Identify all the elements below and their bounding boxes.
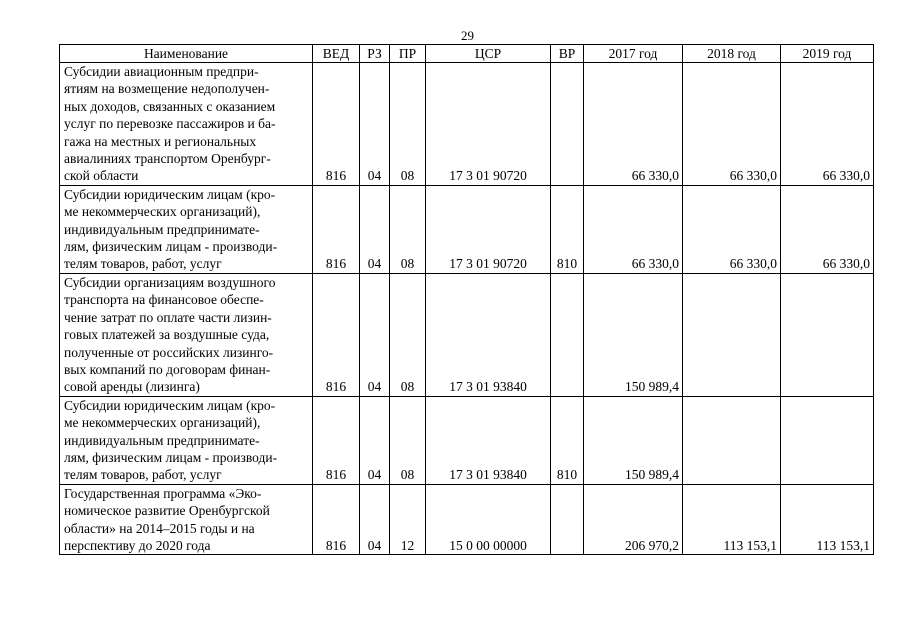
cell-name-line: Субсидии организациям воздушного [64,274,276,290]
header-name: Наименование [60,45,313,63]
cell-csr: 15 0 00 00000 [426,484,551,555]
cell-2018: 66 330,0 [683,63,781,186]
cell-vr [551,273,584,396]
table-header-row [60,45,874,63]
cell-2018: 113 153,1 [683,484,781,555]
cell-2019: 66 330,0 [781,185,874,273]
cell-csr: 17 3 01 90720 [426,185,551,273]
cell-name-line: ных доходов, связанных с оказанием [64,98,276,114]
cell-name-line: номическое развитие Оренбургской [64,503,270,519]
header-2017: 2017 год [584,45,683,63]
cell-name-line: ме некоммерческих организаций), [64,415,261,431]
cell-rz: 04 [360,273,390,396]
cell-name-line: транспорта на финансовое обеспе- [64,292,264,308]
cell-name-line: вых компаний по договорам финан- [64,361,271,377]
cell-name-line: ятиям на возмещение недополучен- [64,81,270,97]
cell-2018 [683,273,781,396]
cell-name-line: ме некоммерческих организаций), [64,204,261,220]
cell-pr: 08 [390,273,426,396]
cell-name-line: телям товаров, работ, услуг [64,256,222,272]
cell-name-line: перспективу до 2020 года [64,537,211,553]
cell-2018 [683,396,781,484]
cell-ved: 816 [313,273,360,396]
cell-name-line: области» на 2014–2015 годы и на [64,520,255,536]
table-row [60,396,874,484]
cell-name-line: индивидуальным предпринимате- [64,221,260,237]
cell-pr: 12 [390,484,426,555]
cell-name-line: Субсидии юридическим лицам (кро- [64,397,276,413]
budget-table [59,44,874,555]
cell-vr [551,484,584,555]
header-2018: 2018 год [683,45,781,63]
cell-vr: 810 [551,185,584,273]
cell-2017: 206 970,2 [584,484,683,555]
cell-ved: 816 [313,396,360,484]
cell-rz: 04 [360,396,390,484]
cell-name-line: телям товаров, работ, услуг [64,467,222,483]
header-vr: ВР [551,45,584,63]
cell-name-line: лям, физическим лицам - производи- [64,239,278,255]
cell-name [60,185,313,273]
cell-2017: 66 330,0 [584,63,683,186]
table-row [60,273,874,396]
header-csr: ЦСР [426,45,551,63]
table-row [60,484,874,555]
cell-name-line: лям, физическим лицам - производи- [64,449,278,465]
cell-name-line: индивидуальным предпринимате- [64,432,260,448]
cell-ved: 816 [313,63,360,186]
cell-vr [551,63,584,186]
cell-name [60,63,313,186]
cell-csr: 17 3 01 93840 [426,396,551,484]
table-row [60,185,874,273]
cell-pr: 08 [390,396,426,484]
header-pr: ПР [390,45,426,63]
cell-csr: 17 3 01 93840 [426,273,551,396]
table-row [60,63,874,186]
cell-name-line: гажа на местных и региональных [64,133,257,149]
cell-name-line: Субсидии юридическим лицам (кро- [64,186,276,202]
cell-name [60,396,313,484]
cell-2017: 66 330,0 [584,185,683,273]
cell-name-line: говых платежей за воздушные суда, [64,327,270,343]
cell-name-line: полученные от российских лизинго- [64,344,274,360]
cell-rz: 04 [360,185,390,273]
cell-name-line: авиалиниях транспортом Оренбург- [64,151,271,167]
cell-name-line: совой аренды (лизинга) [64,379,200,395]
cell-rz: 04 [360,484,390,555]
cell-name-line: ской области [64,168,139,184]
cell-2019 [781,273,874,396]
cell-ved: 816 [313,484,360,555]
header-rz: РЗ [360,45,390,63]
cell-rz: 04 [360,63,390,186]
cell-name-line: Субсидии авиационным предпри- [64,64,259,79]
cell-name-line: чение затрат по оплате части лизин- [64,309,272,325]
cell-name [60,484,313,555]
cell-2017: 150 989,4 [584,273,683,396]
cell-name-line: услуг по перевозке пассажиров и ба- [64,116,276,132]
cell-ved: 816 [313,185,360,273]
cell-2019: 66 330,0 [781,63,874,186]
cell-2018: 66 330,0 [683,185,781,273]
cell-pr: 08 [390,63,426,186]
cell-pr: 08 [390,185,426,273]
page-number: 29 [461,28,474,43]
cell-2019 [781,396,874,484]
header-ved: ВЕД [313,45,360,63]
header-2019: 2019 год [781,45,874,63]
cell-2019: 113 153,1 [781,484,874,555]
cell-vr: 810 [551,396,584,484]
cell-name [60,273,313,396]
cell-csr: 17 3 01 90720 [426,63,551,186]
table-body [60,63,874,555]
cell-name-line: Государственная программа «Эко- [64,485,262,501]
cell-2017: 150 989,4 [584,396,683,484]
